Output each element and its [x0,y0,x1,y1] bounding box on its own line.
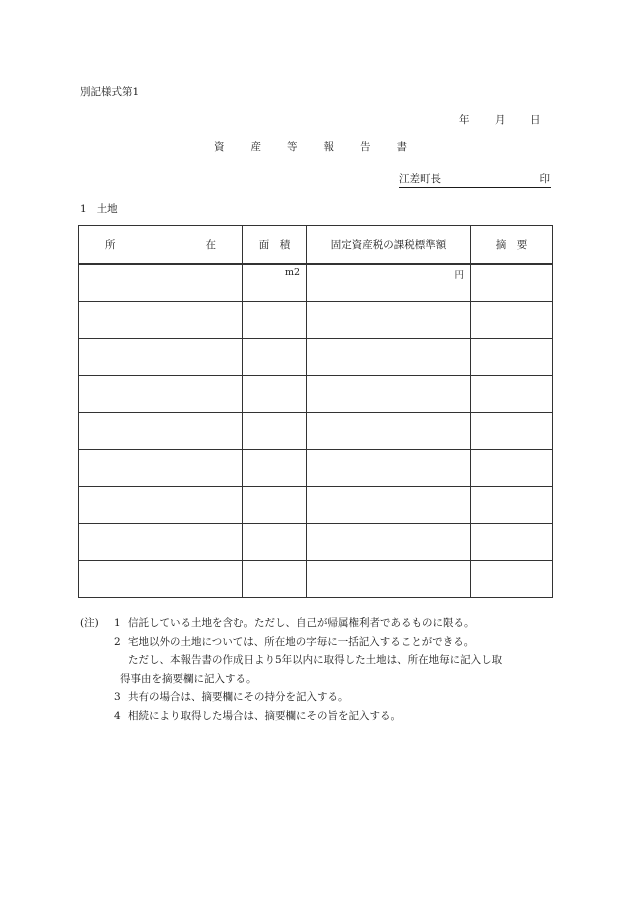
tax-value-cell[interactable] [307,339,471,376]
area-cell[interactable] [243,487,307,524]
table-row [79,450,553,487]
note-text: 信託している土地を含む。ただし、自己が帰属権利者であるものに限る。 [128,617,475,629]
tax-value-cell[interactable] [307,413,471,450]
table-row [79,339,553,376]
location-cell[interactable] [79,302,243,339]
table-row [79,302,553,339]
remarks-cell[interactable] [471,450,553,487]
tax-value-cell[interactable] [307,450,471,487]
title-char: 等 [287,141,298,153]
table-row [79,264,553,302]
tax-value-cell[interactable] [307,302,471,339]
title-char: 資 [214,141,225,153]
remarks-cell[interactable] [471,524,553,561]
note-text: 共有の場合は、摘要欄にその持分を記入する。 [128,691,349,704]
area-cell[interactable] [243,413,307,450]
location-cell[interactable] [79,524,243,561]
table-row [79,413,553,450]
header-location [79,226,243,265]
section-number: 1 [80,203,87,215]
land-table [78,225,553,598]
location-cell[interactable] [79,561,243,598]
date-year-label: 年 [459,114,470,126]
header-location-part: 所 [105,239,116,251]
remarks-cell[interactable] [471,376,553,413]
section-title: 土地 [96,203,118,215]
note-number: 4 [114,709,121,722]
location-cell[interactable] [79,413,243,450]
form-number: 別記様式第1 [80,86,140,98]
header-area: 面 積 [243,226,307,265]
note-number: 2 [114,635,121,648]
tax-value-cell[interactable] [307,487,471,524]
note-number: 1 [114,617,121,629]
tax-unit: 円 [454,270,464,281]
title-char: 書 [396,141,407,153]
note-text: ただし、本報告書の作成日より5年以内に取得した土地は、所在地毎に記入し取 [128,654,503,667]
addressee-line [399,171,551,188]
area-unit: m2 [284,267,300,278]
area-cell[interactable] [243,302,307,339]
area-cell[interactable] [243,450,307,487]
note-number: 3 [114,691,121,704]
location-cell[interactable] [79,339,243,376]
location-cell[interactable] [79,376,243,413]
remarks-cell[interactable] [471,487,553,524]
header-location-part: 在 [205,239,216,251]
table-header-row [79,226,553,265]
document-title [214,139,407,154]
notes-label: (注) [80,617,99,629]
title-char: 産 [250,141,261,153]
section-heading [80,201,118,216]
remarks-cell[interactable] [471,413,553,450]
header-tax-value: 固定資産税の課税標準額 [307,226,471,265]
note-text: 得事由を摘要欄に記入する。 [120,672,257,685]
date-month-label: 月 [495,114,506,126]
remarks-cell[interactable] [471,264,553,302]
note-text: 宅地以外の土地については、所在地の字毎に一括記入することができる。 [128,635,475,648]
tax-value-cell[interactable] [307,524,471,561]
tax-value-cell[interactable] [307,264,471,302]
header-remarks: 摘 要 [471,226,553,265]
title-char: 報 [323,141,334,153]
table-row [79,524,553,561]
location-cell[interactable] [79,450,243,487]
table-row [79,376,553,413]
location-cell[interactable] [79,487,243,524]
note-text: 相続により取得した場合は、摘要欄にその旨を記入する。 [128,709,401,722]
area-cell[interactable] [243,339,307,376]
tax-value-cell[interactable] [307,561,471,598]
location-cell[interactable] [79,264,243,302]
remarks-cell[interactable] [471,302,553,339]
date-day-label: 日 [530,114,541,126]
remarks-cell[interactable] [471,561,553,598]
table-row [79,561,553,598]
table-row [79,487,553,524]
area-cell[interactable] [243,376,307,413]
area-cell[interactable] [243,561,307,598]
remarks-cell[interactable] [471,339,553,376]
area-cell[interactable] [243,524,307,561]
title-char: 告 [360,141,371,153]
addressee-name: 江差町長 [399,173,441,185]
area-cell[interactable] [243,264,307,302]
tax-value-cell[interactable] [307,376,471,413]
seal-mark: 印 [539,173,550,185]
